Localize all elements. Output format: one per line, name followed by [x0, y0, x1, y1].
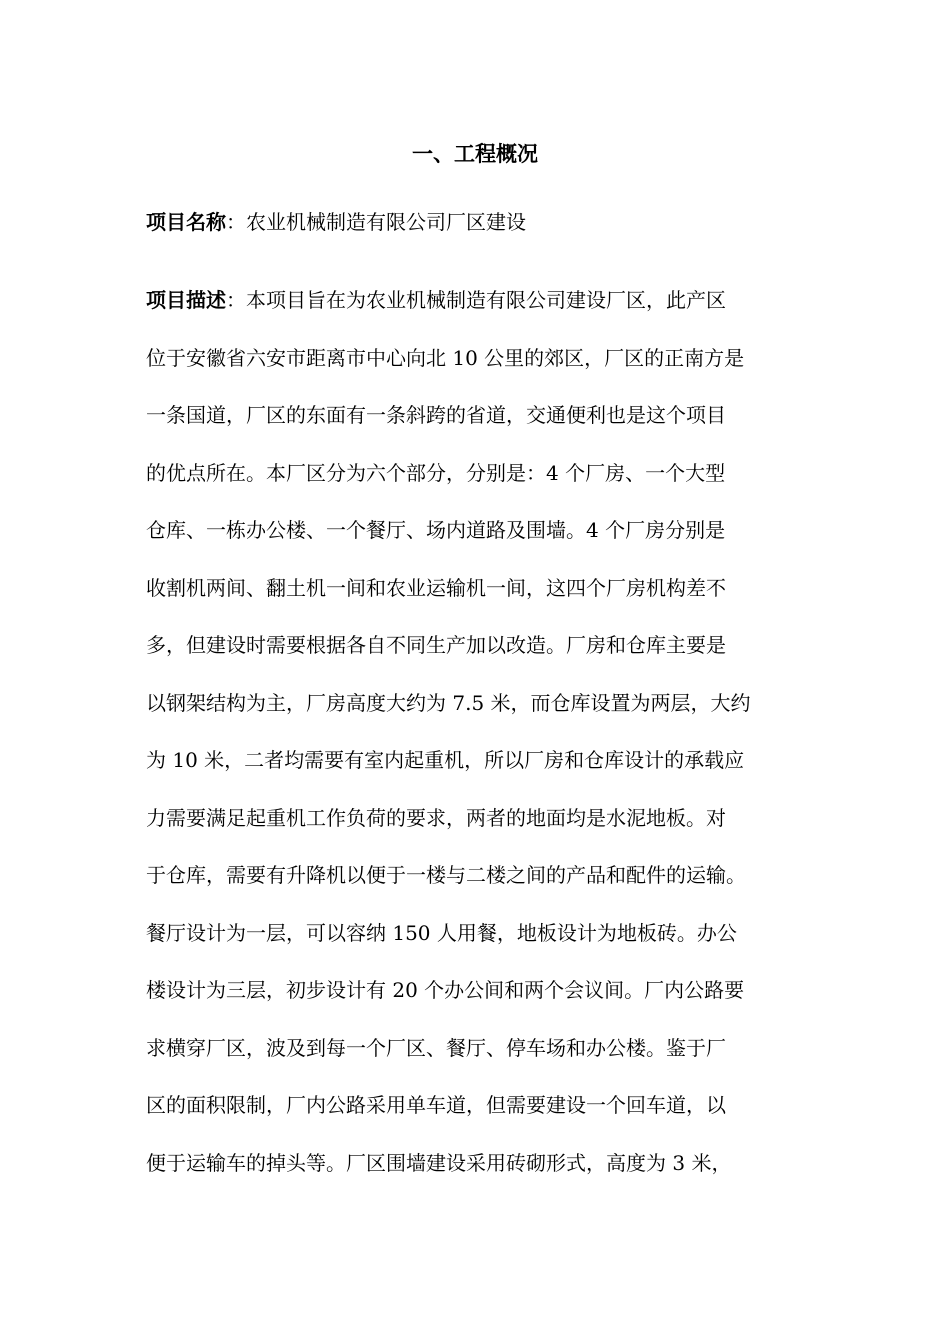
description-line: 的优点所在。本厂区分为六个部分，分别是：4 个厂房、一个大型	[146, 460, 726, 485]
project-name-value: 农业机械制造有限公司厂区建设	[246, 210, 526, 234]
project-name-field	[146, 202, 818, 242]
description-line: 多，但建设时需要根据各自不同生产加以改造。厂房和仓库主要是	[146, 633, 726, 657]
description-line-text: 本项目旨在为农业机械制造有限公司建设厂区，此产区	[246, 288, 726, 312]
description-line: 餐厅设计为一层，可以容纳 150 人用餐，地板设计为地板砖。办公	[146, 920, 737, 945]
project-description-field	[146, 272, 818, 1192]
description-line: 以钢架结构为主，厂房高度大约为 7.5 米，而仓库设置为两层，大约	[146, 690, 751, 715]
section-title: 一、工程概况	[412, 142, 538, 166]
description-line: 位于安徽省六安市距离市中心向北 10 公里的郊区，厂区的正南方是	[146, 345, 745, 370]
project-description-label: 项目描述	[146, 288, 226, 312]
project-name-colon: ：	[226, 210, 246, 234]
description-line: 一条国道，厂区的东面有一条斜跨的省道，交通便利也是这个项目	[146, 403, 726, 427]
description-line: 求横穿厂区，波及到每一个厂区、餐厅、停车场和办公楼。鉴于厂	[146, 1035, 726, 1060]
description-line: 为 10 米，二者均需要有室内起重机，所以厂房和仓库设计的承载应	[146, 748, 745, 772]
description-line: 楼设计为三层，初步设计有 20 个办公间和两个会议间。厂内公路要	[146, 978, 745, 1002]
description-line: 仓库、一栋办公楼、一个餐厅、场内道路及围墙。4 个厂房分别是	[146, 518, 726, 542]
project-name-label: 项目名称	[146, 210, 226, 234]
description-line: 力需要满足起重机工作负荷的要求，两者的地面均是水泥地板。对	[146, 805, 726, 830]
description-line: 于仓库，需要有升降机以便于一楼与二楼之间的产品和配件的运输。	[146, 863, 746, 887]
description-line	[146, 272, 818, 330]
description-line: 便于运输车的掉头等。厂区围墙建设采用砖砌形式，高度为 3 米，	[146, 1150, 732, 1175]
description-line: 区的面积限制，厂内公路采用单车道，但需要建设一个回车道，以	[146, 1093, 726, 1117]
description-line: 收割机两间、翻土机一间和农业运输机一间，这四个厂房机构差不	[146, 575, 726, 600]
project-description-colon: ：	[226, 288, 246, 312]
